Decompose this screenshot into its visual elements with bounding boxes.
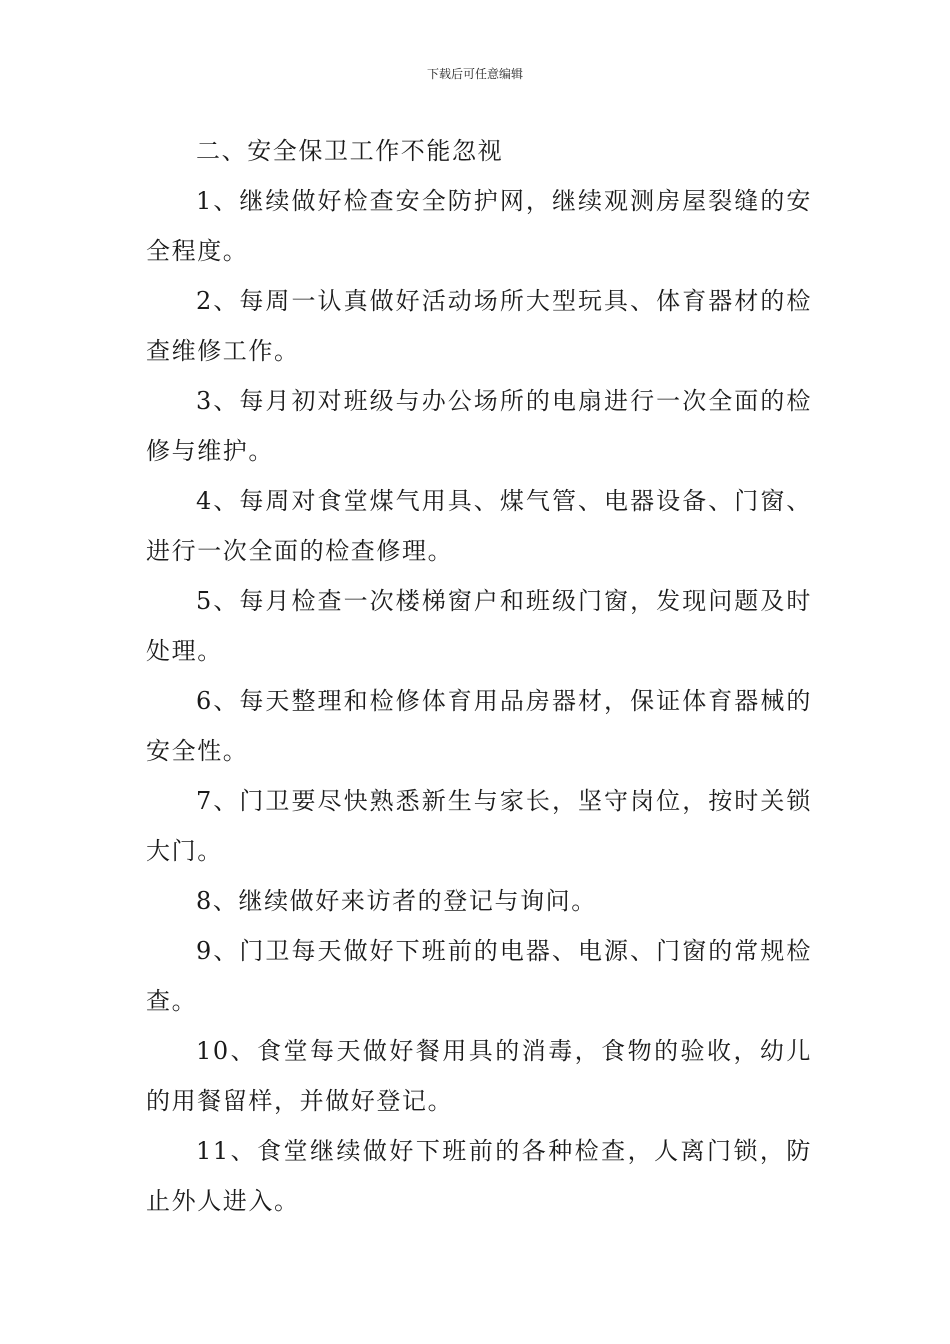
list-item: 10、食堂每天做好餐用具的消毒，食物的验收，幼儿的用餐留样，并做好登记。 (146, 1037, 812, 1115)
page-header: 下载后可任意编辑 (426, 67, 523, 81)
list-item: 3、每月初对班级与办公场所的电扇进行一次全面的检修与维护。 (146, 387, 812, 465)
section-heading: 二、安全保卫工作不能忽视 (196, 137, 504, 165)
list-item: 4、每周对食堂煤气用具、煤气管、电器设备、门窗、进行一次全面的检查修理。 (146, 487, 812, 565)
list-item: 1、继续做好检查安全防护网，继续观测房屋裂缝的安全程度。 (146, 187, 812, 265)
list-item: 7、门卫要尽快熟悉新生与家长，坚守岗位，按时关锁大门。 (146, 787, 812, 865)
list-item: 2、每周一认真做好活动场所大型玩具、体育器材的检查维修工作。 (146, 287, 812, 365)
list-item: 9、门卫每天做好下班前的电器、电源、门窗的常规检查。 (146, 937, 812, 1015)
list-item: 8、继续做好来访者的登记与询问。 (196, 887, 597, 915)
list-item: 6、每天整理和检修体育用品房器材，保证体育器械的安全性。 (146, 687, 812, 765)
document-body (146, 126, 812, 1226)
list-item: 11、食堂继续做好下班前的各种检查，人离门锁，防止外人进入。 (146, 1137, 812, 1215)
list-item: 5、每月检查一次楼梯窗户和班级门窗，发现问题及时处理。 (146, 587, 812, 665)
